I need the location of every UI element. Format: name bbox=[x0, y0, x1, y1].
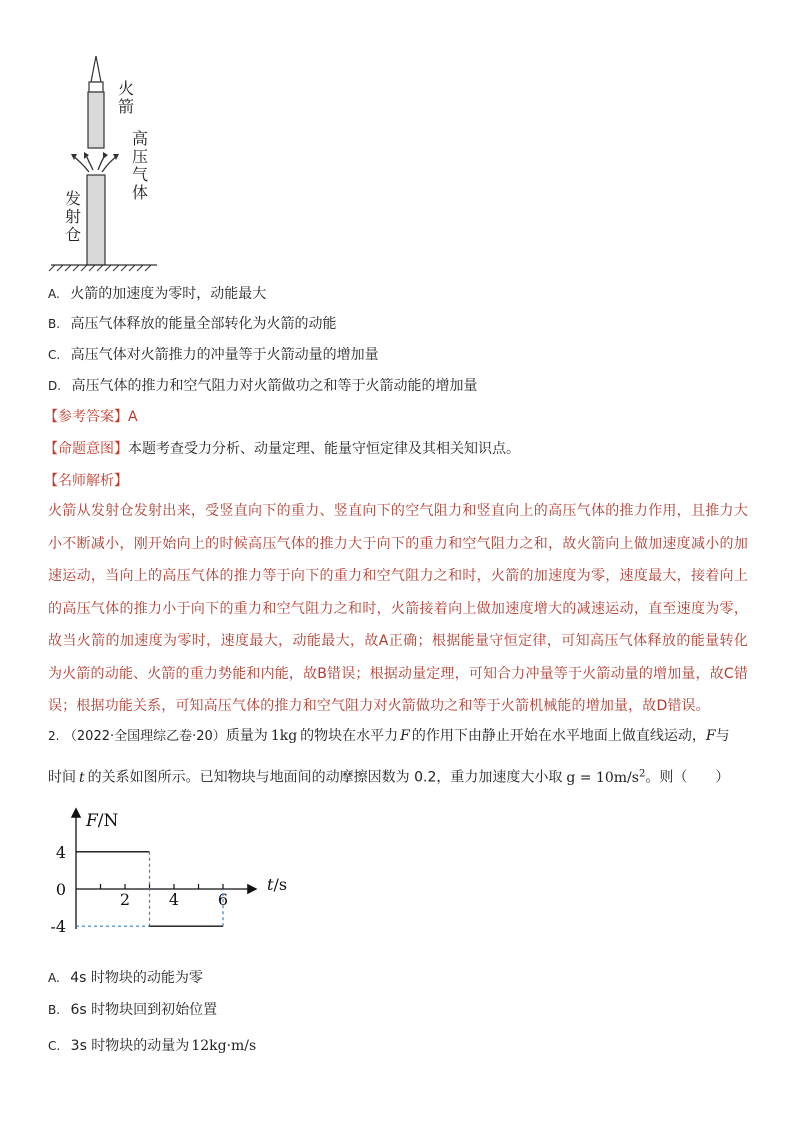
force-time-chart bbox=[40, 802, 300, 947]
x-axis-title: t/s bbox=[267, 875, 288, 894]
q1-option-b bbox=[48, 314, 337, 334]
option-value: 12kg·m/s bbox=[191, 1038, 257, 1054]
q2-stem-line1 bbox=[48, 726, 730, 747]
x-tick-label: 6 bbox=[217, 890, 229, 909]
q2-text: 。则（ ） bbox=[645, 769, 730, 786]
option-text: 高压气体释放的能量全部转化为火箭的动能 bbox=[70, 316, 337, 332]
gas-label: 高压气体 bbox=[131, 129, 148, 202]
rocket-label: 火箭 bbox=[117, 79, 134, 116]
option-letter: B. bbox=[48, 1003, 61, 1017]
q2-gravity: $g = 10m/s^2$ bbox=[566, 768, 646, 786]
launcher-label: 发射仓 bbox=[64, 189, 81, 244]
answer-line bbox=[44, 407, 138, 427]
y-axis-title: F/N bbox=[86, 811, 119, 831]
launcher-tube bbox=[87, 175, 105, 265]
analysis-paragraph: 火箭从发射仓发射出来，受竖直向下的重力、竖直向下的空气阻力和竖直向上的高压气体的推力作用，且推力大小不断减小，刚开始向上的时候高压气体的推力大于向下的重力和空气阻力之和，故火箭向上做加速度减小的加速运动，当向上的高压气体的推力等于向下的重力和空气阻力之和时，火箭的加速度为零，速度最大，接着向上的高压气体的推力小于向下的重力和空气阻力之和时，火箭接着向上做加速度增大的减速运动，直至速度为零，故当火箭的加速度为零时，速度最大，动能最大，故A正确；根据能量守恒定律，可知高压气体释放的能量转化为火箭的动能、火箭的重力势能和内能，故B错误；根据动量定理，可知合力冲量等于火箭动量的增加量，故C错误；根据功能关系，可知高压气体的推力和空气阻力对火箭做功之和等于火箭机械能的增加量，故D错误。 bbox=[48, 503, 748, 714]
option-text: 高压气体对火箭推力的冲量等于火箭动量的增加量 bbox=[70, 347, 379, 363]
y-tick-label: 0 bbox=[55, 880, 66, 899]
q2-time-symbol: t bbox=[79, 769, 85, 786]
q2-option-c bbox=[48, 1036, 256, 1056]
option-text: 火箭的加速度为零时，动能最大 bbox=[70, 286, 267, 302]
q2-option-a bbox=[48, 968, 203, 988]
rocket-body bbox=[88, 92, 104, 148]
force-time-chart-svg bbox=[40, 802, 300, 947]
option-text: 3s 时物块的动量为 bbox=[70, 1038, 190, 1054]
q2-force-symbol: F bbox=[705, 728, 716, 744]
answer-value: A bbox=[128, 409, 138, 425]
q2-stem-line2 bbox=[48, 764, 729, 788]
option-text: 6s 时物块回到初始位置 bbox=[70, 1002, 218, 1018]
q2-number: 2. bbox=[48, 729, 60, 743]
option-letter: D. bbox=[48, 379, 62, 393]
option-text: 高压气体的推力和空气阻力对火箭做功之和等于火箭动能的增加量 bbox=[71, 378, 478, 394]
q1-option-c bbox=[48, 345, 379, 365]
q1-option-d bbox=[48, 376, 478, 396]
y-tick-label: -4 bbox=[50, 917, 66, 937]
intent-text: 本题考查受力分析、动量定理、能量守恒定律及其相关知识点。 bbox=[128, 441, 520, 457]
q2-text: 时间 bbox=[48, 769, 76, 786]
q2-option-b bbox=[48, 1000, 217, 1020]
q2-text: 的物块在水平力 bbox=[300, 728, 399, 744]
option-text: 4s 时物块的动能为零 bbox=[70, 970, 203, 986]
option-letter: A. bbox=[48, 971, 60, 985]
option-letter: B. bbox=[48, 317, 61, 331]
rocket-body bbox=[91, 56, 101, 82]
x-tick-label: 4 bbox=[168, 890, 180, 909]
intent-tag: 【命题意图】 bbox=[44, 441, 128, 457]
q2-text: 与 bbox=[715, 728, 730, 744]
q1-option-a bbox=[48, 284, 266, 304]
q2-text: 的作用下由静止开始在水平地面上做直线运动， bbox=[411, 728, 706, 744]
y-tick-label: 4 bbox=[55, 842, 66, 862]
q2-mass: 1kg bbox=[270, 728, 298, 744]
intent-line bbox=[44, 439, 520, 459]
q2-text: 质量为 bbox=[225, 728, 268, 744]
rocket-body bbox=[89, 82, 103, 92]
q2-source: （2022·全国理综乙卷·20） bbox=[63, 729, 226, 744]
answer-tag: 【参考答案】 bbox=[44, 409, 128, 425]
q2-force-symbol: F bbox=[400, 728, 410, 744]
option-letter: C. bbox=[48, 1039, 61, 1053]
analysis-tag: 【名师解析】 bbox=[44, 473, 128, 489]
q2-text: 的关系如图所示。已知物块与地面间的动摩擦因数为 0.2，重力加速度大小取 bbox=[87, 769, 563, 786]
x-tick-label: 2 bbox=[119, 890, 131, 909]
option-letter: C. bbox=[48, 348, 61, 362]
option-letter: A. bbox=[48, 287, 60, 301]
